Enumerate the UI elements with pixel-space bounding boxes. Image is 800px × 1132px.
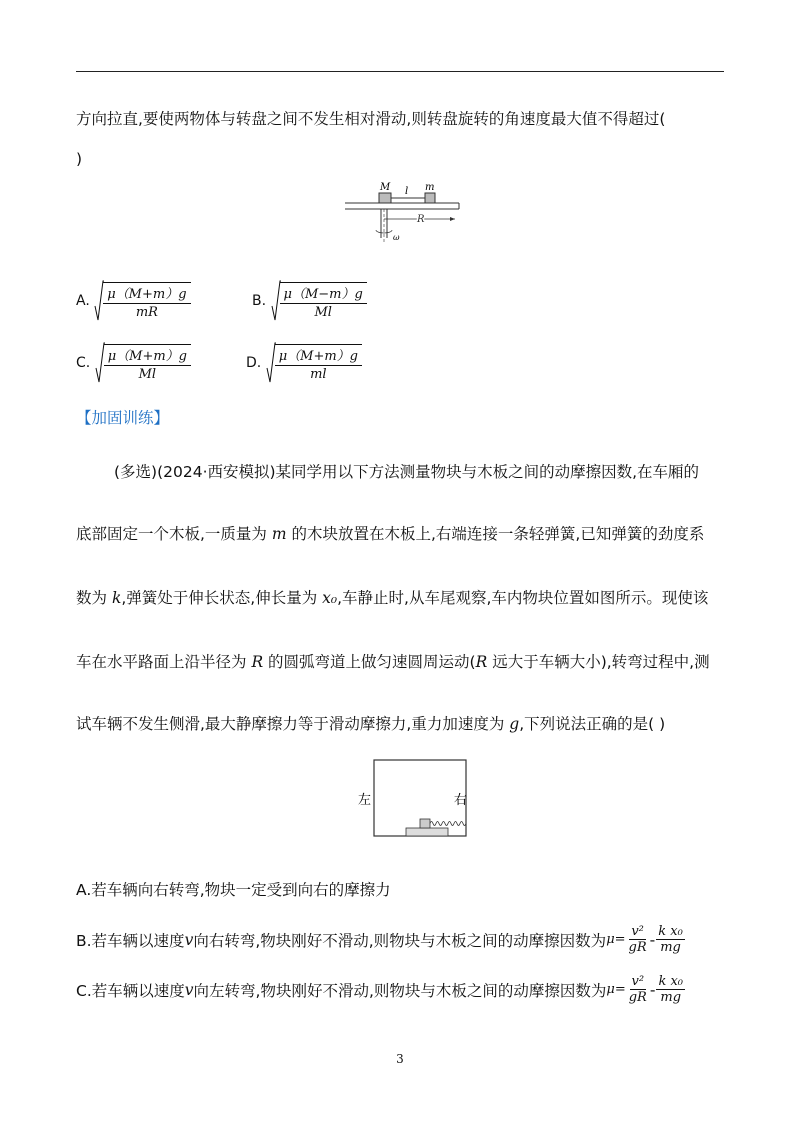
option-letter: B. [252, 293, 267, 309]
text: 向右转弯,物块刚好不滑动,则物块与木板之间的动摩擦因数为 [193, 931, 607, 950]
text: 的圆弧弯道上做匀速圆周运动( [263, 653, 476, 671]
q2-line4 [76, 650, 710, 672]
q2-line2 [76, 522, 704, 544]
section-heading: 【加固训练】 [76, 409, 170, 427]
q2-line5 [76, 712, 665, 734]
text: 的木块放置在木板上,右端连接一条轻弹簧,已知弹簧的劲度系 [286, 525, 705, 543]
option-denominator: ml [310, 367, 327, 382]
var-R: R [251, 653, 264, 671]
var-x0: x₀ [322, 589, 338, 607]
text: 数为 [76, 589, 112, 607]
car-figure [350, 758, 470, 838]
numerator: k x₀ [658, 974, 684, 989]
label-right: 右 [454, 793, 468, 808]
option-numerator: μ（M+m）g [275, 345, 362, 366]
label-R: R [417, 214, 425, 225]
text: 车在水平路面上沿半径为 [76, 653, 252, 671]
page-number: 3 [396, 1052, 404, 1066]
q2-line1: (多选)(2024·西安模拟)某同学用以下方法测量物块与木板之间的动摩擦因数,在车厢的 [114, 463, 699, 481]
numerator: v² [631, 924, 644, 939]
var-g: g [509, 715, 520, 733]
option-d[interactable] [246, 342, 362, 384]
var-R: R [475, 653, 488, 671]
label-left: 左 [358, 793, 372, 808]
denominator: gR [628, 940, 647, 955]
text: ,下列说法正确的是( ) [519, 715, 666, 733]
var-v: v [184, 980, 194, 999]
choice-c[interactable] [76, 974, 686, 1005]
numerator: k x₀ [658, 924, 683, 939]
label-omega: ω [393, 233, 400, 242]
option-letter: A. [76, 293, 90, 309]
option-numerator: μ（M−m）g [280, 283, 367, 304]
q2-line3 [76, 586, 708, 608]
minus: - [649, 930, 656, 949]
option-letter: C. [76, 355, 91, 371]
text: 远大于车辆大小),转弯过程中,测 [487, 653, 710, 671]
text: ,车静止时,从车尾观察,车内物块位置如图所示。现使该 [337, 589, 709, 607]
fraction [656, 924, 685, 955]
option-numerator: μ（M+m）g [103, 283, 190, 304]
q1-line2: ) [76, 150, 83, 168]
option-denominator: Ml [138, 367, 157, 382]
label-M: M [380, 182, 391, 193]
text: ,弹簧处于伸长状态,伸长量为 [121, 589, 323, 607]
fraction [656, 974, 685, 1005]
option-letter: D. [246, 355, 262, 371]
label-l: l [405, 186, 409, 197]
var-m: m [271, 525, 287, 543]
choice-a[interactable]: A.若车辆向右转弯,物块一定受到向右的摩擦力 [76, 881, 391, 899]
option-c[interactable] [76, 342, 191, 384]
text: 试车辆不发生侧滑,最大静摩擦力等于滑动摩擦力,重力加速度为 [76, 715, 510, 733]
mu-symbol: μ= [606, 982, 626, 997]
var-k: k [111, 589, 122, 607]
denominator: mg [660, 940, 681, 955]
option-denominator: Ml [314, 305, 332, 320]
label-m: m [425, 182, 435, 193]
mu-symbol: μ= [606, 932, 626, 947]
option-numerator: μ（M+m）g [104, 345, 191, 366]
minus: - [649, 980, 656, 999]
text: 向左转弯,物块刚好不滑动,则物块与木板之间的动摩擦因数为 [193, 981, 607, 1000]
numerator: v² [631, 974, 645, 989]
denominator: mg [660, 990, 682, 1005]
fraction [627, 974, 649, 1005]
option-b[interactable] [252, 280, 367, 322]
text: B.若车辆以速度 [76, 931, 185, 950]
text: C.若车辆以速度 [76, 981, 185, 1000]
choice-b[interactable] [76, 924, 686, 955]
option-denominator: mR [135, 305, 158, 320]
turntable-figure [343, 176, 463, 246]
text: 底部固定一个木板,一质量为 [76, 525, 272, 543]
denominator: gR [628, 990, 647, 1005]
option-a[interactable] [76, 280, 191, 322]
header-rule [76, 71, 724, 72]
q1-line1: 方向拉直,要使两物体与转盘之间不发生相对滑动,则转盘旋转的角速度最大值不得超过( [76, 110, 666, 128]
fraction [627, 924, 649, 955]
var-v: v [184, 930, 194, 949]
